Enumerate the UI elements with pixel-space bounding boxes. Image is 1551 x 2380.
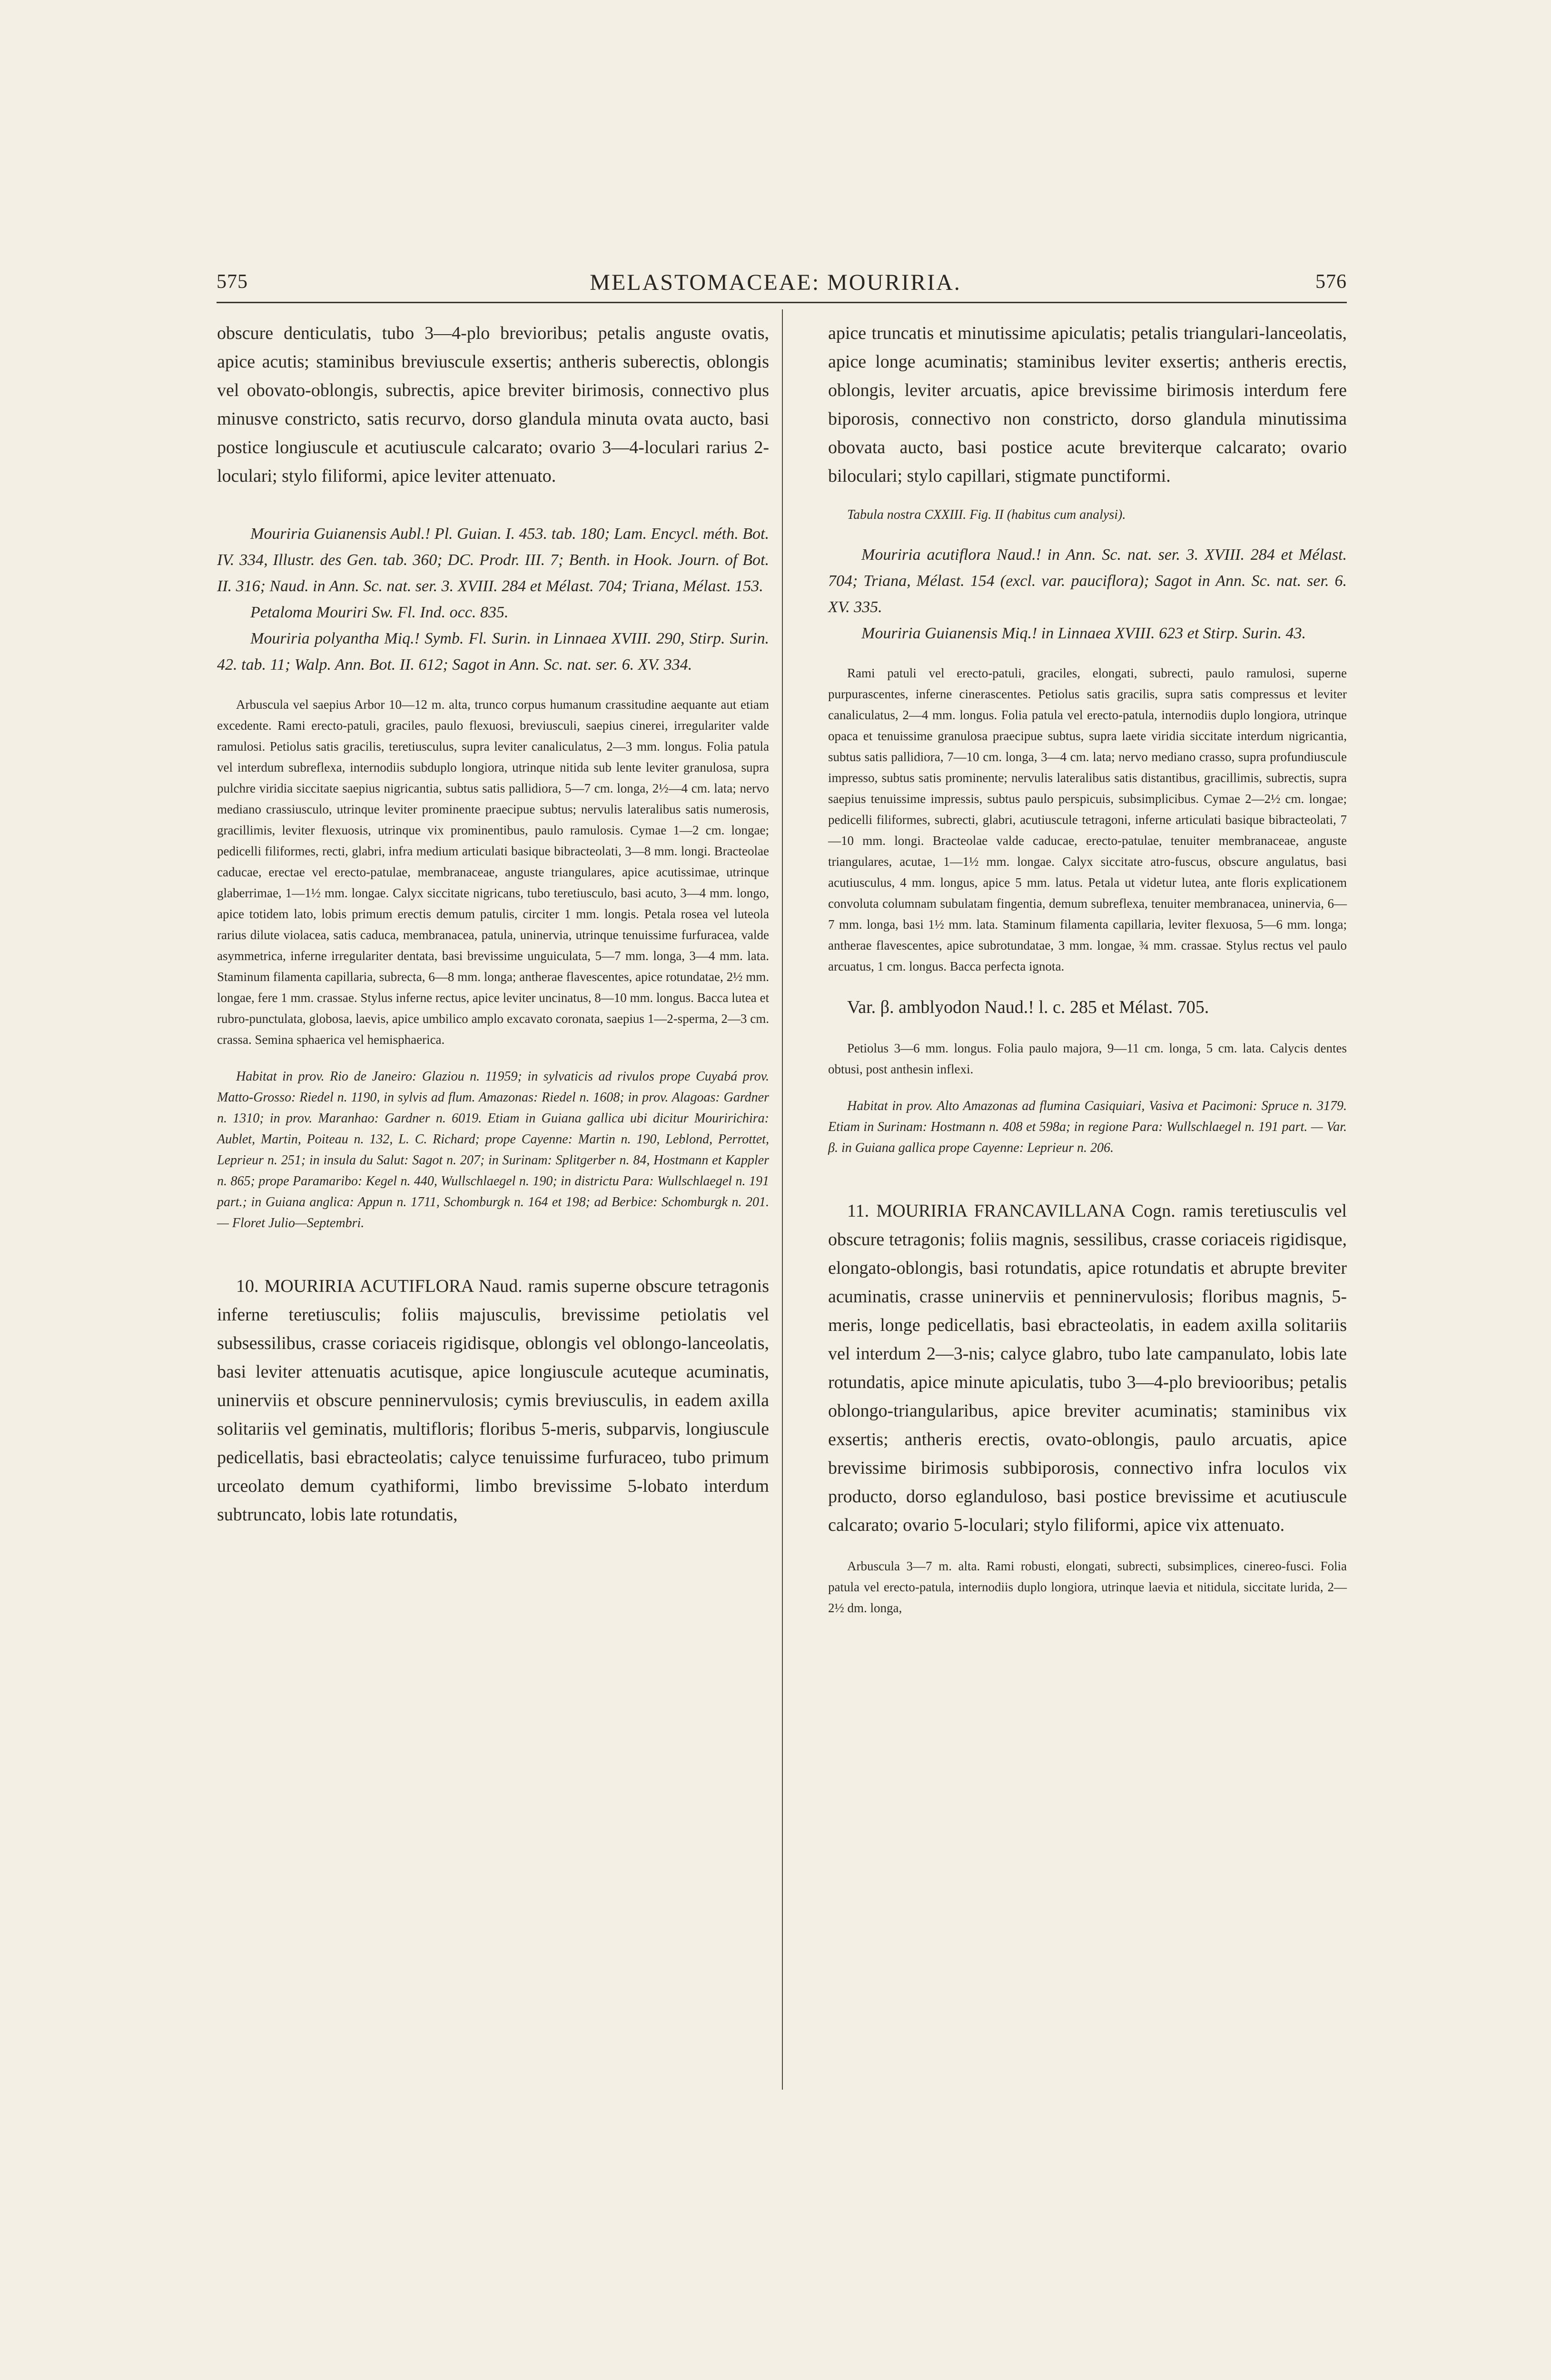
variety-description: Petiolus 3—6 mm. longus. Folia paulo majora, 9—11 cm. longa, 5 cm. lata. Calycis dentes obtusi, post anthesin inflexi.	[828, 1041, 1347, 1076]
page-number-right: 576	[1315, 271, 1347, 293]
species-description-continued: obscure denticulatis, tubo 3—4-plo brevioribus; petalis anguste ovatis, apice acutis; staminibus breviuscule exsertis; antheris suberectis, oblongis vel obovato-oblongis, subrectis, apice breviter birimosis, connectivo plus minusve constricto, satis recurvo, dorso glandula minuta ovata aucto, basi postice longiuscule et acutiuscule calcarato; ovario 3—4-loculari rarius 2-loculari; stylo filiformi, apice leviter attenuato.	[217, 323, 769, 486]
synonymy-citation: Petaloma Mouriri Sw. Fl. Ind. occ. 835.	[250, 604, 509, 621]
synonymy-citation: Mouriria acutiflora Naud.! in Ann. Sc. nat. ser. 3. XVIII. 284 et Mélast. 704; Triana, Mélast. 154 (excl. var. pauciflora); Sagot in Ann. Sc. nat. ser. 6. XV. 335.	[828, 546, 1347, 616]
plate-reference: Tabula nostra CXXIII. Fig. II (habitus cum analysi).	[847, 507, 1126, 522]
left-column	[217, 319, 769, 1529]
variety-heading: Var. β. amblyodon Naud.! l. c. 285 et Mélast. 705.	[847, 997, 1209, 1017]
morphology-paragraph: Arbuscula 3—7 m. alta. Rami robusti, elongati, subrecti, subsimplices, cinereo-fusci. Folia patula vel erecto-patula, internodiis duplo longiora, utrinque laevia et nitidula, siccitate lurida, 2—2½ dm. longa,	[828, 1559, 1347, 1615]
morphology-paragraph: Rami patuli vel erecto-patuli, graciles, elongati, subrecti, paulo ramulosi, superne purpurascentes, inferne cinerascentes. Petiolus satis gracilis, supra satis compressus et leviter canaliculatus, 2—4 mm. longus. Folia patula vel erecto-patula, internodiis duplo longiora, utrinque opaca et tenuissime granulosa praecipue subtus, supra laete viridia siccitate interdum nigricantia, subtus satis pallidiora, 7—10 cm. longa, 3—4 cm. lata; nervo mediano crasso, supra profundiuscule impresso, subtus satis prominente; nervulis lateralibus satis distantibus, gracillimis, subrectis, supra saepius tenuissime impressis, subtus paulo perspicuis, subsimplicibus. Cymae 2—2½ cm. longae; pedicelli filiformes, subrecti, glabri, acutiuscule tetragoni, inferne articulati basique bibracteolati, 7—10 mm. longi. Bracteolae valde caducae, erecto-patulae, tenuiter membranaceae, anguste triangulares, acutae, 1—1½ mm. longae. Calyx siccitate atro-fuscus, obscure angulatus, basi acutiusculus, 4 mm. longus, apice 5 mm. latus. Petala ut videtur lutea, ante floris explicationem convoluta columnam subulatam fingentia, demum subreflexa, tenuiter membranacea, uninervia, 6—7 mm. longa, basi 1½ mm. lata. Staminum filamenta capillaria, leviter flexuosa, 5—6 mm. longa; antherae flavescentes, apice subrotundatae, 3 mm. longae, ¾ mm. crassae. Stylus rectus vel paulo arcuatus, 1 cm. longus. Bacca perfecta ignota.	[828, 666, 1347, 973]
synonymy-citation: Mouriria polyantha Miq.! Symb. Fl. Surin. in Linnaea XVIII. 290, Stirp. Surin. 42. tab. 11; Walp. Ann. Bot. II. 612; Sagot in Ann. Sc. nat. ser. 6. XV. 334.	[217, 630, 769, 674]
page-number-left: 575	[217, 271, 248, 293]
header-rule	[217, 302, 1347, 303]
morphology-paragraph: Arbuscula vel saepius Arbor 10—12 m. alta, trunco corpus humanum crassitudine aequante aut etiam excedente. Rami erecto-patuli, graciles, paulo flexuosi, breviusculi, saepius cinerei, irregulariter valde ramulosi. Petiolus satis gracilis, teretiusculus, supra leviter canaliculatus, 2—3 mm. longus. Folia patula vel interdum subreflexa, internodiis subduplo longiora, utrinque nitida sub lente leviter granulosa, supra pulchre viridia siccitate saepius nigricantia, subtus satis pallidiora, 5—7 cm. longa, 2½—4 cm. lata; nervo mediano crassiusculo, utrinque leviter prominente praecipue subtus; nervulis lateralibus satis numerosis, gracillimis, leviter flexuosis, utrinque vix prominentibus, paulo ramulosis. Cymae 1—2 cm. longae; pedicelli filiformes, recti, glabri, infra medium articulati basique bibracteolati, 3—8 mm. longi. Bracteolae caducae, erectae vel erecto-patulae, membranaceae, anguste triangulares, apice acutissimae, utrinque glaberrimae, 1—1½ mm. longae. Calyx siccitate nigricans, tubo teretiusculo, basi acuto, 3—4 mm. longo, apice totidem lato, lobis primum erectis demum patulis, circiter 1 mm. longis. Petala rosea vel luteola rarius dilute violacea, satis caduca, membranacea, patula, uninervia, utrinque tenuissime furfuracea, valde asymmetrica, inferne irregulariter dentata, basi brevissime unguiculata, 5—7 mm. longa, 3—4 mm. lata. Staminum filamenta capillaria, subrecta, 6—8 mm. longa; antherae flavescentes, apice rotundatae, 2½ mm. longae, fere 1 mm. crassae. Stylus inferne rectus, apice leviter uncinatus, 8—10 mm. longus. Bacca lutea et rubro-punctulata, globosa, laevis, apice umbilico amplo excavato coronata, saepius 1—2-sperma, 2—3 cm. crassa. Semina sphaerica vel hemisphaerica.	[217, 697, 769, 1047]
species-heading-10: 10. MOURIRIA ACUTIFLORA Naud. ramis superne obscure tetragonis inferne teretiusculis; foliis majusculis, brevissime petiolatis vel subsessilibus, crasse coriaceis rigidisque, oblongis vel oblongo-lanceolatis, basi leviter attenuatis acutisque, apice longiuscule acuteque acuminatis, uninerviis et obscure penninervulosis; cymis breviusculis, in eadem axilla solitariis vel geminatis, multifloris; floribus 5-meris, subparvis, longiuscule pedicellatis, basi ebracteolatis; calyce tenuissime furfuraceo, tubo primum urceolato demum cyathiformi, limbo brevissime 5-lobato interdum subtruncato, lobis late rotundatis,	[217, 1276, 769, 1525]
running-title: MELASTOMACEAE: MOURIRIA.	[590, 270, 961, 295]
species-heading-11: 11. MOURIRIA FRANCAVILLANA Cogn. ramis teretiusculis vel obscure tetragonis; foliis magnis, sessilibus, crasse coriaceis rigidisque, elongato-oblongis, basi rotundatis, apice rotundatis et abrupte breviter acuminatis, crasse uninerviis et penninervulosis; floribus magnis, 5-meris, longe pedicellatis, basi ebracteolatis, in eadem axilla solitariis vel interdum 2—3-nis; calyce glabro, tubo late campanulato, lobis late rotundatis, apice minute apiculatis, tubo 3—4-plo breviooribus; petalis oblongo-triangularibus, apice breviter acuminatis; staminibus vix exsertis; antheris erectis, ovato-oblongis, paulo arcuatis, apice brevissime birimosis subbiporosis, connectivo infra loculos vix producto, dorso eglanduloso, basi postice brevissime et acutiuscule calcarato; ovario 5-loculari; stylo filiformi, apice vix attenuato.	[828, 1201, 1347, 1535]
synonymy-citation: Mouriria Guianensis Miq.! in Linnaea XVIII. 623 et Stirp. Surin. 43.	[861, 625, 1306, 642]
habitat-paragraph: Habitat in prov. Alto Amazonas ad flumina Casiquiari, Vasiva et Pacimoni: Spruce n. 3179. Etiam in Surinam: Hostmann n. 408 et 598a; in regione Para: Wullschlaegel n. 191 part. — Var. β. in Guiana gallica prope Cayenne: Leprieur n. 206.	[828, 1099, 1347, 1155]
right-column	[828, 319, 1347, 1618]
column-divider	[782, 309, 783, 2090]
species-description-continued: apice truncatis et minutissime apiculatis; petalis triangulari-lanceolatis, apice longe acuminatis; staminibus leviter exsertis; antheris erectis, oblongis, leviter arcuatis, apice brevissime birimosis interdum fere biporosis, connectivo non constricto, dorso glandula minutissima obovata aucto, basi postice acute breviterque calcarato; ovario biloculari; stylo capillari, stigmate punctiformi.	[828, 323, 1347, 486]
synonymy-citation: Mouriria Guianensis Aubl.! Pl. Guian. I. 453. tab. 180; Lam. Encycl. méth. Bot. IV. 334, Illustr. des Gen. tab. 360; DC. Prodr. III. 7; Benth. in Hook. Journ. of Bot. II. 316; Naud. in Ann. Sc. nat. ser. 3. XVIII. 284 et Mélast. 704; Triana, Mélast. 153.	[217, 525, 769, 595]
habitat-paragraph: Habitat in prov. Rio de Janeiro: Glaziou n. 11959; in sylvaticis ad rivulos prope Cuyabá prov. Matto-Grosso: Riedel n. 1190, in sylvis ad flum. Amazonas: Riedel n. 1608; in prov. Alagoas: Gardner n. 1310; in prov. Maranhao: Gardner n. 6019. Etiam in Guiana gallica ubi dicitur Mouririchira: Aublet, Martin, Poiteau n. 132, L. C. Richard; prope Cayenne: Martin n. 190, Leblond, Perrottet, Leprieur n. 251; in insula du Salut: Sagot n. 207; in Surinam: Splitgerber n. 84, Hostmann et Kappler n. 865; prope Paramaribo: Kegel n. 440, Wullschlaegel n. 190; in districtu Para: Wullschlaegel n. 191 part.; in Guiana anglica: Appun n. 1711, Schomburgk n. 164 et 198; ad Berbice: Schomburgk n. 201. — Floret Julio—Septembri.	[217, 1069, 769, 1230]
